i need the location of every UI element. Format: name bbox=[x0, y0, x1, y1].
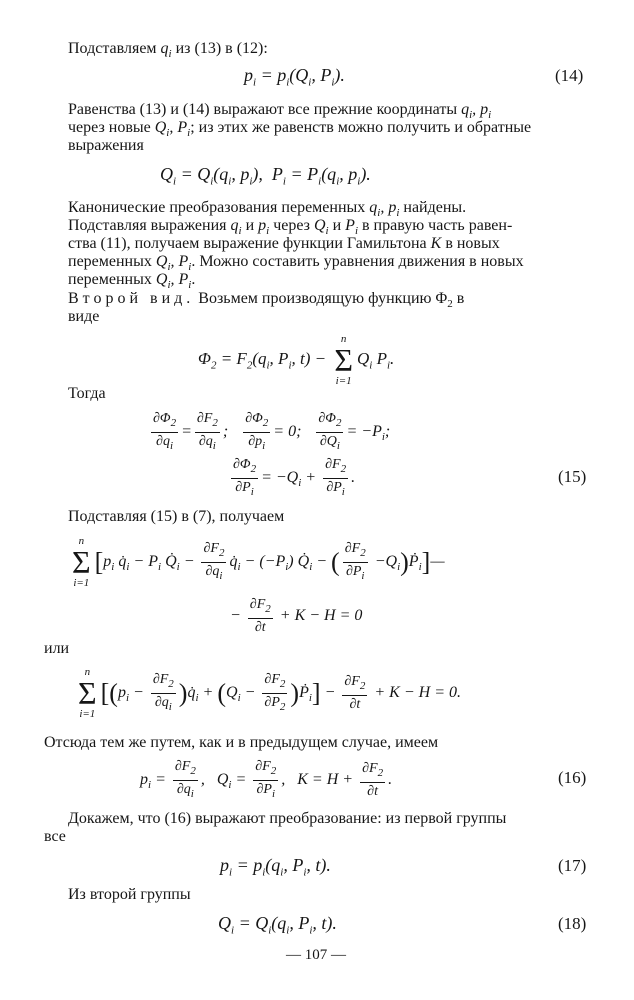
equation-14: $p_i = p_i(Q_i$, $P_i$). bbox=[244, 65, 345, 89]
page-number: — 107 — bbox=[286, 947, 346, 963]
equation-alternative: n Σ i=1 [($p_i$ − $\frac{\partial F_2}{\partial q_i}$ )$q̇_i + (Q_i$ − $\frac{\partial F_2}{\partial P_2}$ )Ṗ$_i$] − $\frac{\partial F_2}{\partial t}$ + K − H = 0. bbox=[78, 666, 461, 721]
text-line: переменных $Q_i$, $P_i$. Можно составить уравнения движения в новых bbox=[68, 253, 524, 274]
text-line: Тогда bbox=[68, 385, 106, 402]
text-line: Подставляя (15) в (7), получаем bbox=[68, 508, 285, 525]
text-line: Подставляя выражения $q_i$ и $p_i$ через $Q_i$ и $P_i$ в правую часть равен- bbox=[68, 217, 513, 238]
text-line: все bbox=[44, 828, 66, 845]
equation-number: (16) bbox=[558, 768, 587, 787]
equation-substitution-1: n Σ i=1 [$p_i$ $q̇_i - P_i$ $Q̇_i$ − $\frac{\partial F_2}{\partial q_i}$ $q̇_i - (-P_i)$ $Q̇_i$ − ( $\frac{\partial F_2}{\partial P_i}$ $-Q_i)Ṗ_i]—$ bbox=[72, 535, 445, 590]
equation-number: (18) bbox=[558, 914, 587, 933]
text-line: переменных $Q_i$, $P_i$. bbox=[68, 271, 196, 292]
equation-16: $p_i$ = $\frac{\partial F_2}{\partial q_i}$ , $Q_i$ = $\frac{\partial F_2}{\partial P_i}$ , K = H + $\frac{\partial F_2}{\partial t}$ . bbox=[140, 759, 393, 800]
equation-phi2: $\Phi_2 = F_2(q_i$, $P_i$, t) − n Σ i=1 $Q_i$ $P_i$. bbox=[198, 333, 395, 388]
text-line: выражения bbox=[68, 137, 144, 154]
equation-15a: $\frac{\partial\Phi_2}{\partial q_i}$ = $\frac{\partial F_2}{\partial q_i}$ ; $\frac{\partial\Phi_2}{\partial p_i}$ = 0; $\frac{\partial\Phi_2}{\partial Q_i}$ = $-P_i$; bbox=[153, 411, 391, 452]
equation-18: $Q_i = Q_i(q_i$, $P_i$, t). bbox=[218, 913, 337, 937]
text-line: ства (11), получаем выражение функции Гамильтона K в новых bbox=[68, 235, 500, 252]
text-line: Канонические преобразования переменных $q_i$, $p_i$ найдены. bbox=[68, 199, 467, 220]
text-line: Из второй группы bbox=[68, 886, 191, 903]
text-line: Подставляем $q_i$ из (13) в (12): bbox=[68, 40, 268, 61]
text-line: Второй вид. Возьмем производящую функцию $\Phi_2$ в bbox=[68, 290, 465, 311]
equation-number: (17) bbox=[558, 856, 587, 875]
text-line: через новые $Q_i$, $P_i$; из этих же равенств можно получить и обратные bbox=[68, 119, 532, 140]
equation-substitution-2: − $\frac{\partial F_2}{\partial t}$ + K − H = 0 bbox=[230, 597, 363, 636]
equation-17: $p_i = p_i(q_i$, $P_i$, t). bbox=[220, 855, 331, 879]
text-line: Равенства (13) и (14) выражают все прежние координаты $q_i$, $p_i$ bbox=[68, 101, 492, 122]
text-line: Докажем, что (16) выражают преобразование: из первой группы bbox=[68, 810, 507, 827]
text-line: виде bbox=[68, 308, 100, 325]
text-line: Отсюда тем же путем, как и в предыдущем случае, имеем bbox=[44, 734, 439, 751]
equation-inverse: $Q_i = Q_i(q_i$, $p_i$), $P_i = P_i(q_i$, $p_i$). bbox=[160, 164, 371, 188]
equation-15b: $\frac{\partial\Phi_2}{\partial P_i}$ = $-Q_i$ + $\frac{\partial F_2}{\partial P_i}$ . bbox=[233, 457, 356, 498]
equation-number: (14) bbox=[555, 66, 584, 85]
equation-number: (15) bbox=[558, 467, 587, 486]
text-line: или bbox=[44, 640, 70, 657]
